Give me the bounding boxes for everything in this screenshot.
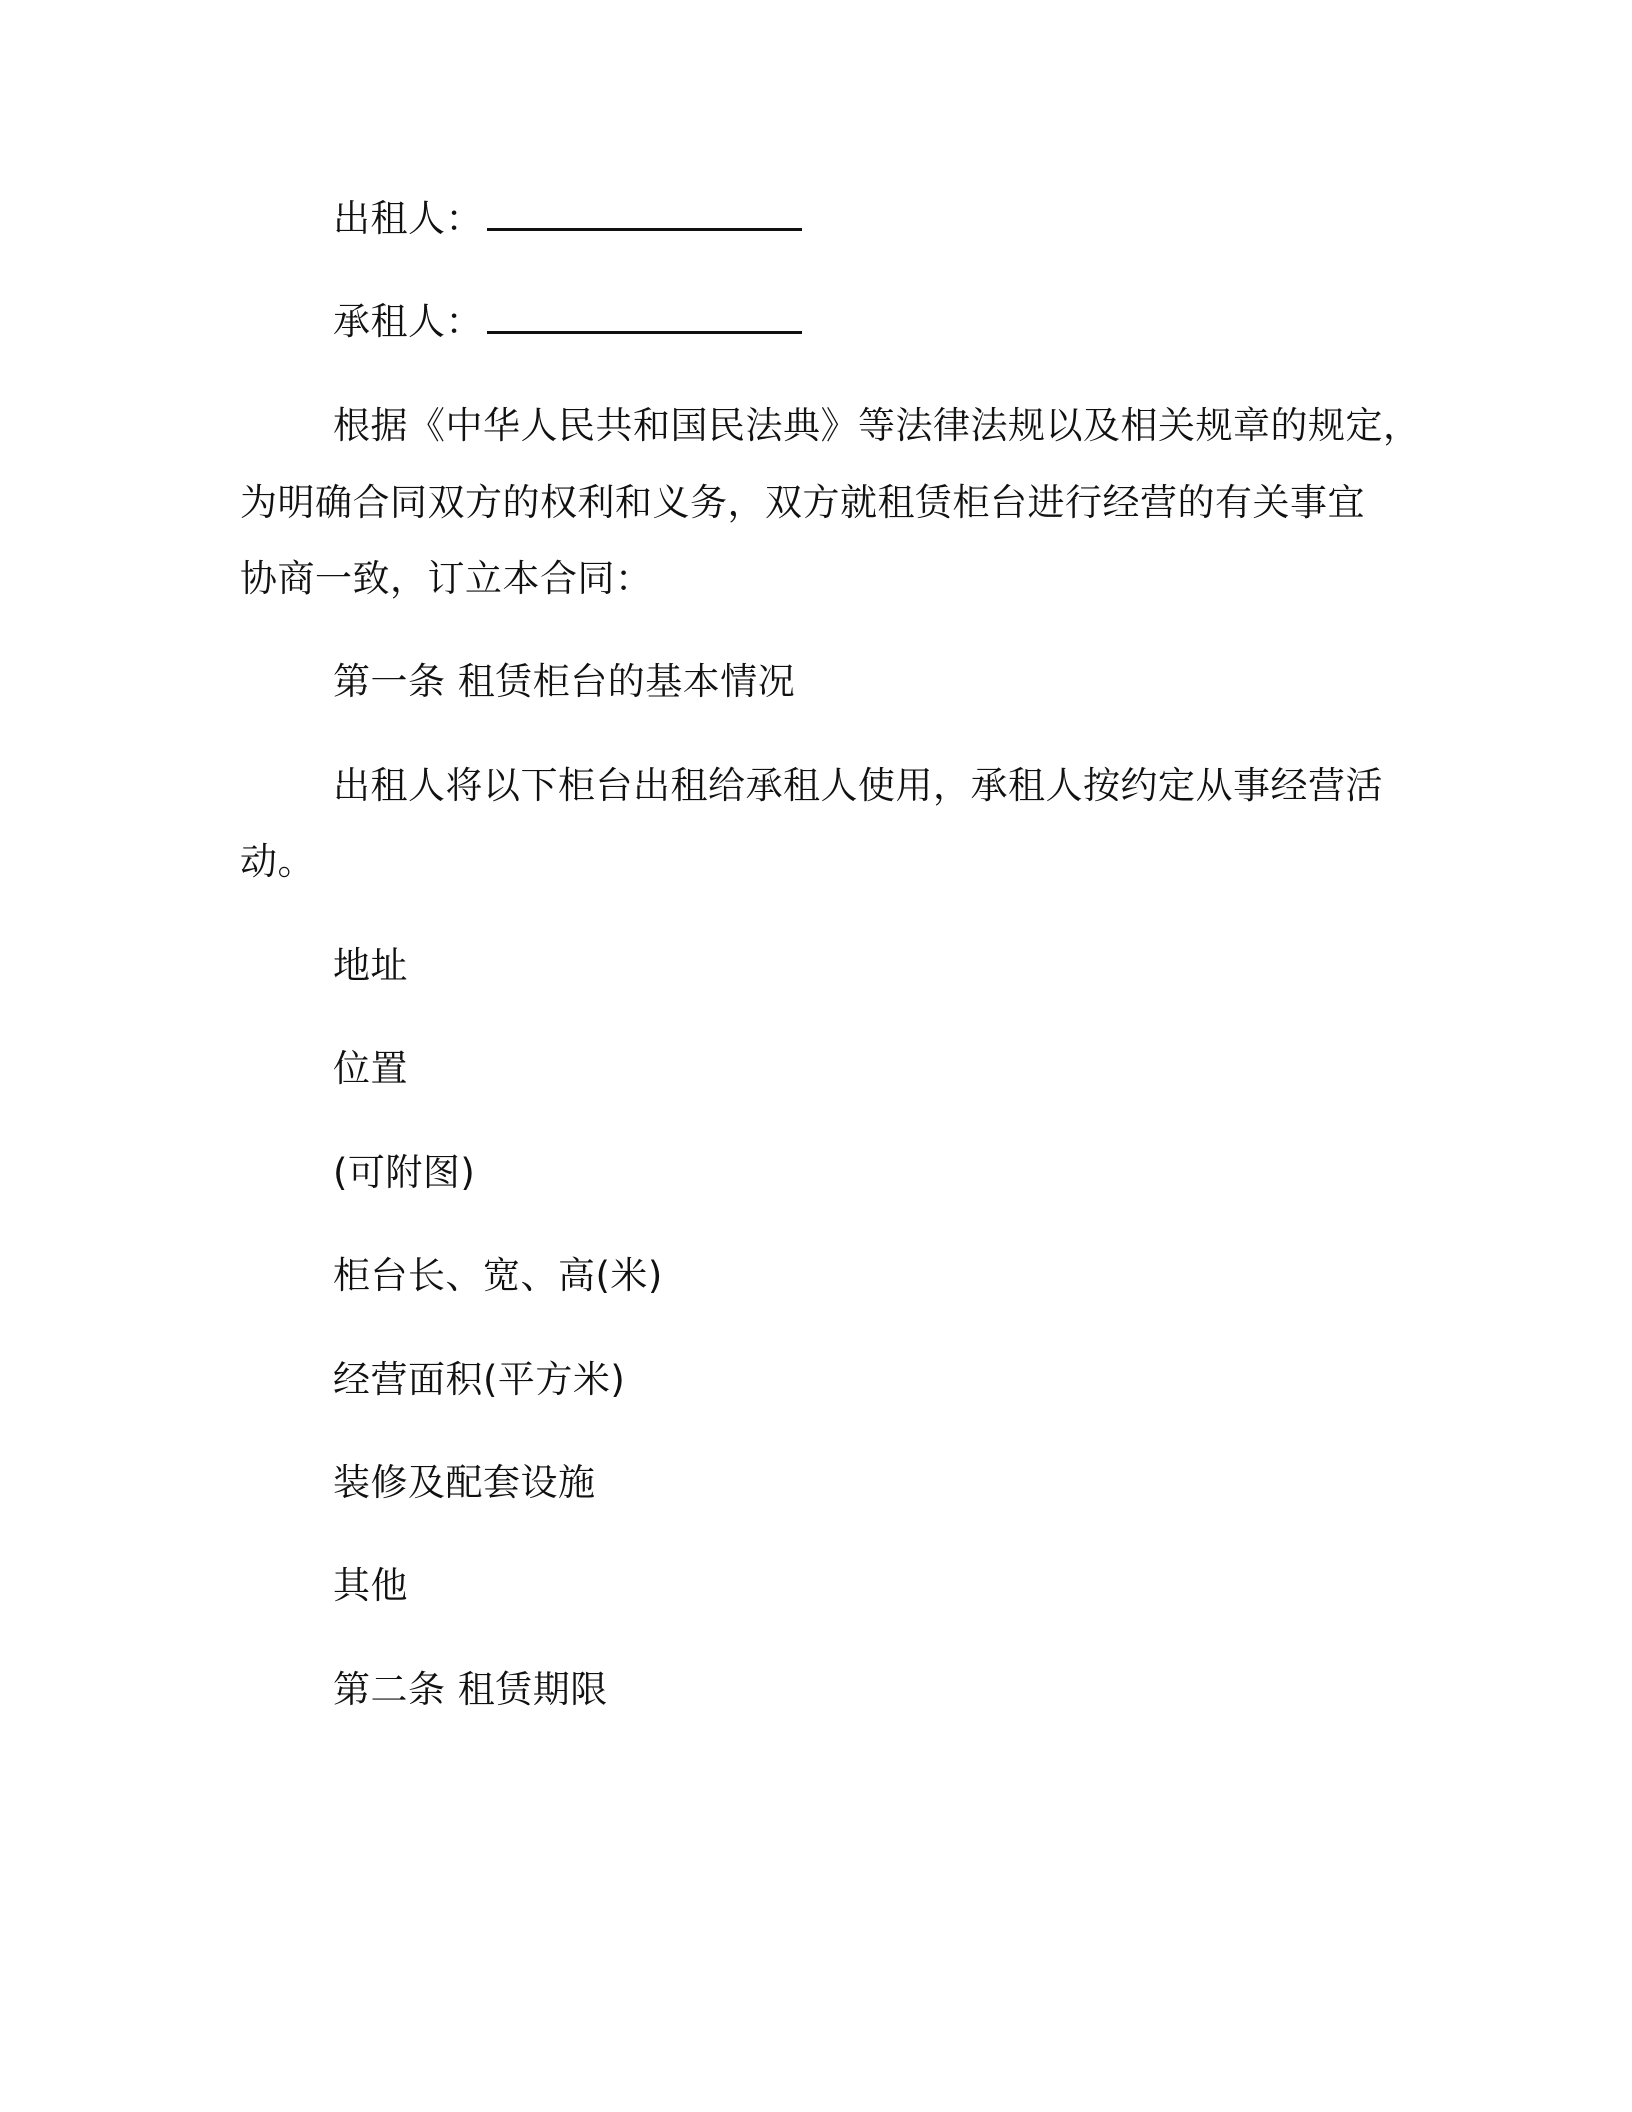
lessor-label: 出租人：: [333, 197, 483, 240]
article2-title: 第二条 租赁期限: [333, 1668, 608, 1711]
field-address: 地址: [333, 944, 408, 987]
field-decoration-facilities: 装修及配套设施: [333, 1461, 596, 1504]
lessee-blank: [487, 327, 802, 334]
preamble-line-1: 根据《中华人民共和国民法典》等法律法规以及相关规章的规定，: [333, 404, 1421, 447]
lessor-line: [333, 196, 802, 242]
field-counter-dimensions: 柜台长、宽、高(米): [333, 1254, 663, 1297]
lessee-label: 承租人：: [333, 300, 483, 343]
article1-title: 第一条 租赁柜台的基本情况: [333, 660, 796, 703]
preamble-line-3: 协商一致，订立本合同：: [240, 557, 653, 600]
field-other: 其他: [333, 1564, 408, 1607]
article1-text-line-2: 动。: [240, 840, 315, 883]
field-attach-figure: (可附图): [333, 1151, 476, 1194]
lessor-blank: [487, 224, 802, 231]
preamble-line-2: 为明确合同双方的权利和义务，双方就租赁柜台进行经营的有关事宜: [240, 481, 1365, 524]
lessee-line: [333, 299, 802, 345]
field-business-area: 经营面积(平方米): [333, 1358, 626, 1401]
article1-text-line-1: 出租人将以下柜台出租给承租人使用，承租人按约定从事经营活: [333, 764, 1383, 807]
field-position: 位置: [333, 1047, 408, 1090]
